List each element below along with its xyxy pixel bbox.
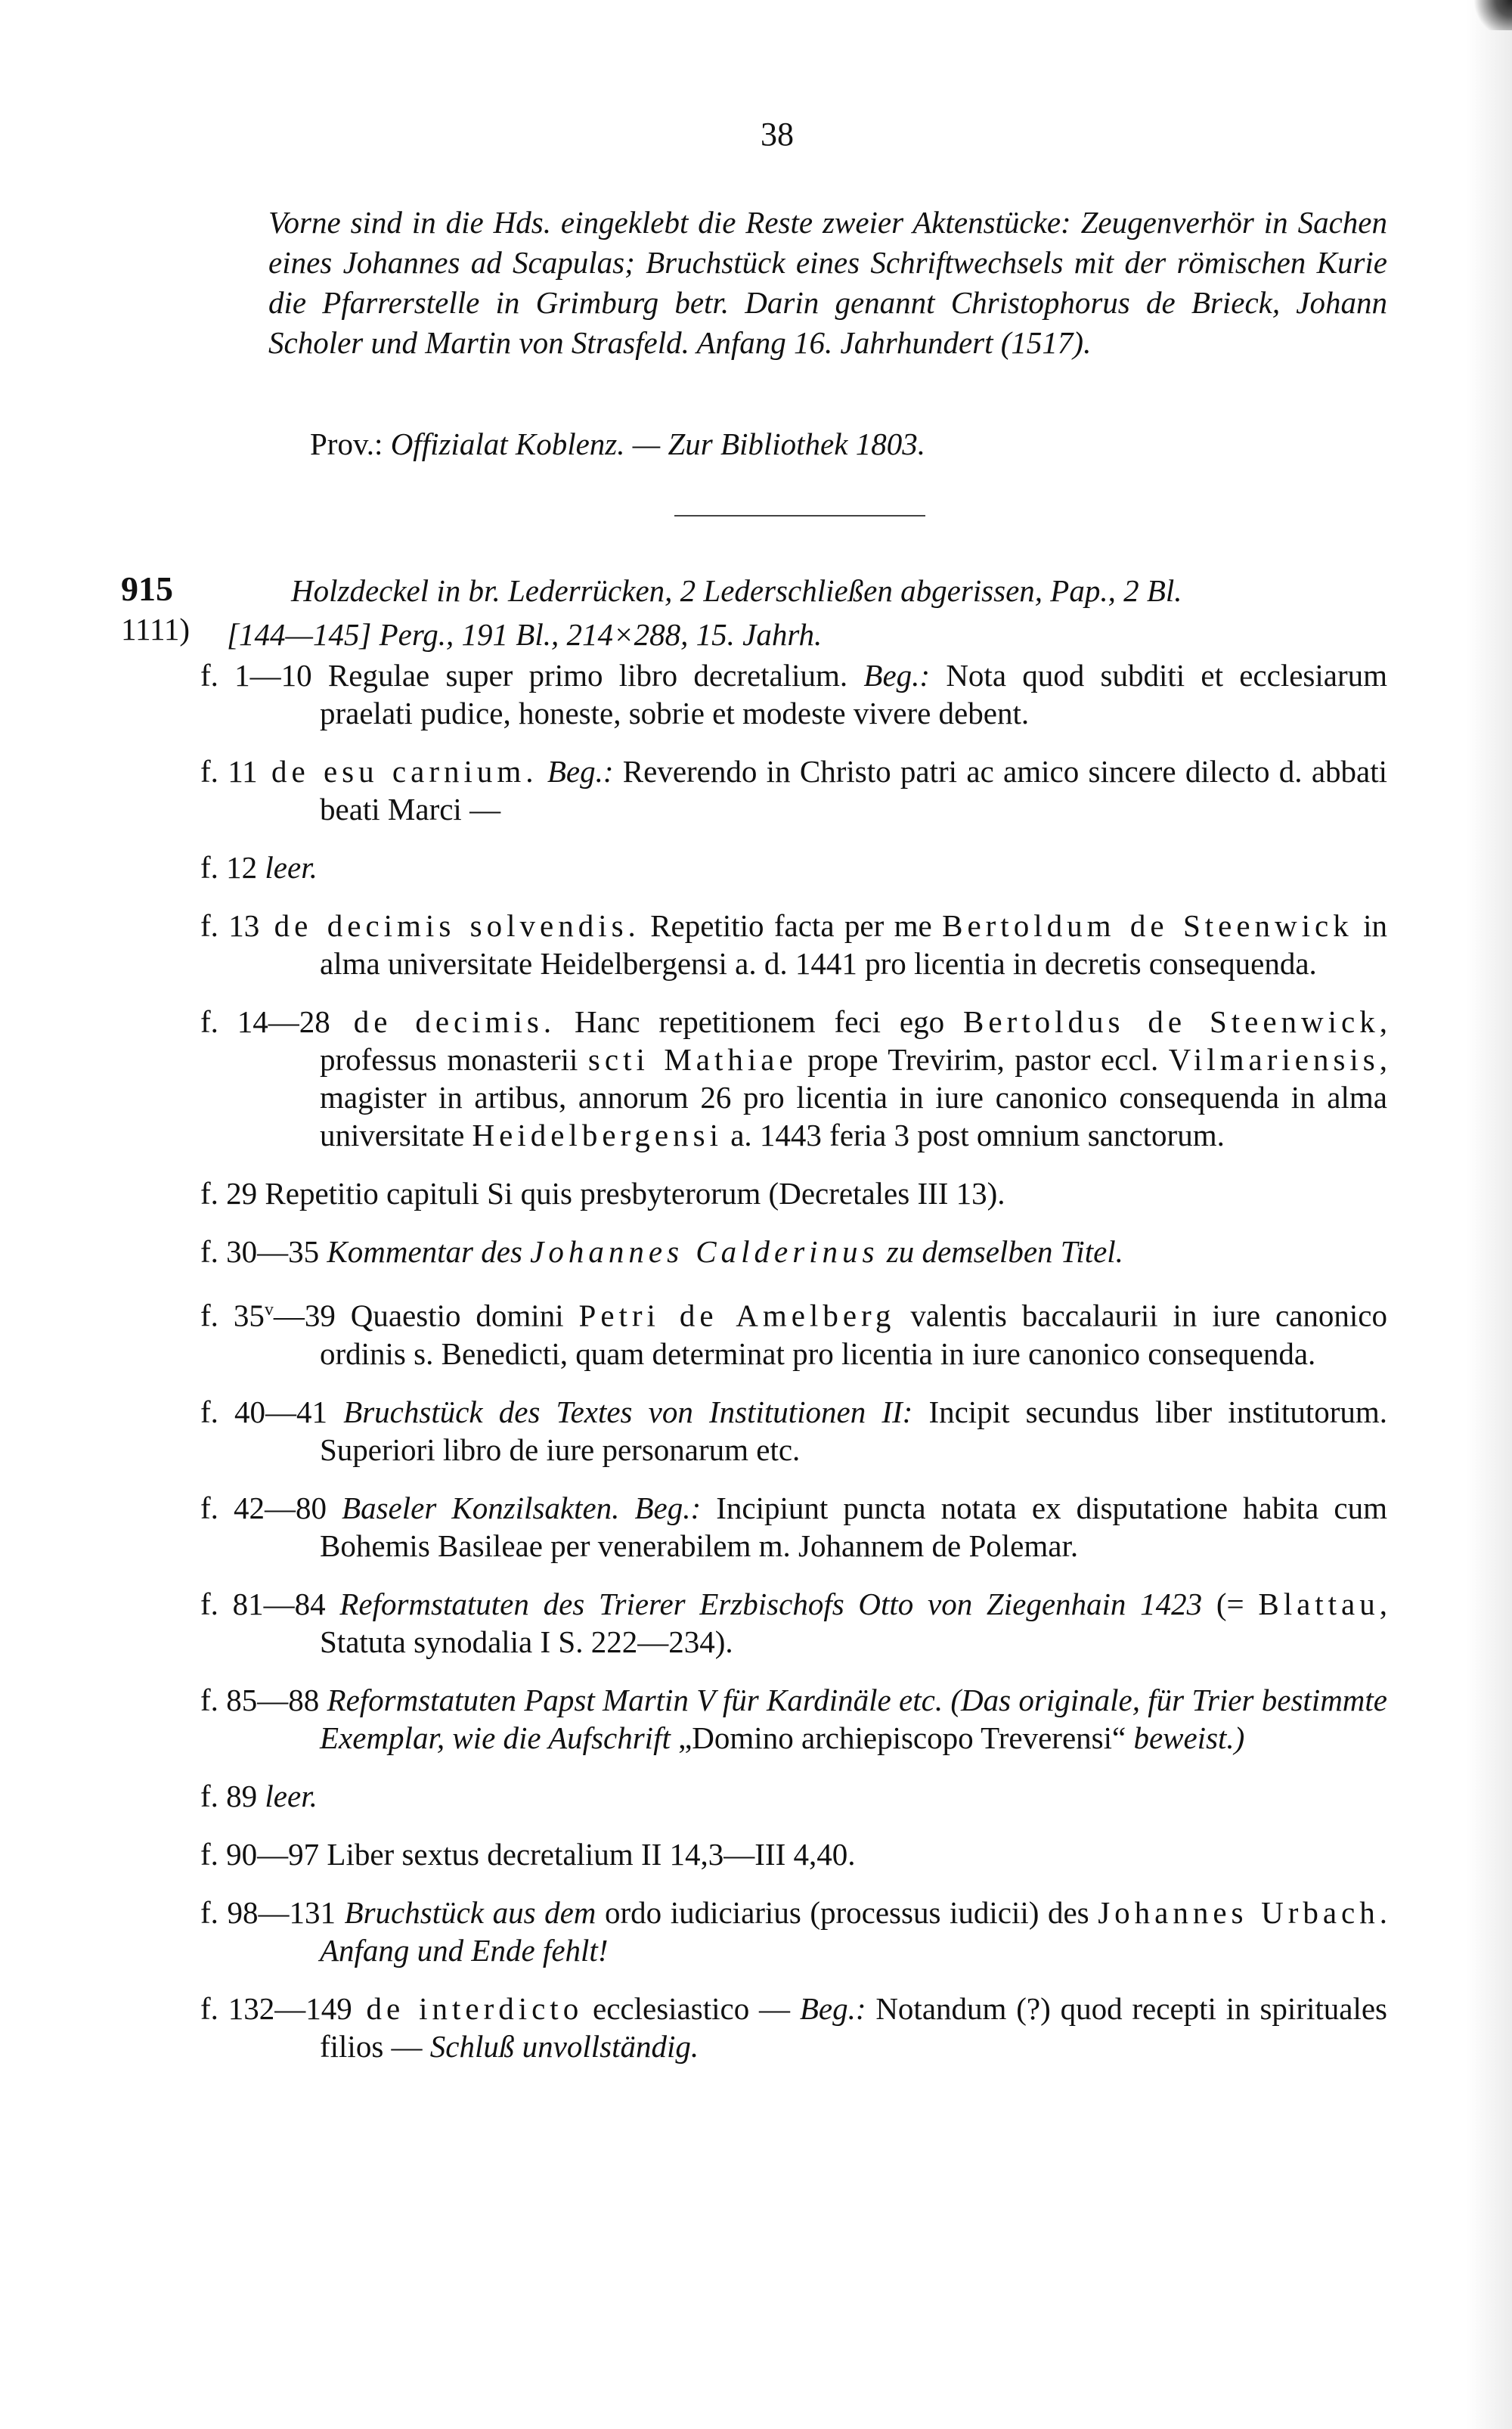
entry-text-segment: Reverendo in Christo patri ac amico sincere dilecto d. abbati beati Marci —	[320, 754, 1387, 827]
entry-text-segment: Notandum (?) quod recepti in spirituales filios —	[320, 1990, 1387, 2064]
entry-text-segment: ecclesiastico —	[583, 1990, 800, 2026]
entry-physical-description	[227, 569, 1387, 656]
entry-text-segment: Kommentar des	[319, 1234, 531, 1269]
entry-text-segment: Beg.:	[863, 658, 931, 693]
entry-text-segment: Bertoldum de Steenwick	[942, 908, 1353, 943]
entry-text-segment: Regulae super primo libro decretalium.	[311, 658, 864, 693]
entry-text-segment: Schluß unvollständig.	[429, 2028, 699, 2064]
contents-list	[200, 656, 1387, 2086]
content-entry	[200, 1990, 1387, 2065]
entry-text-segment: Beg.:	[799, 1990, 866, 2026]
entry-text-segment: Incipiunt puncta notata ex disputatione habita cum Bohemis Basileae per venerabilem m. Johannem de Polemar.	[320, 1490, 1387, 1563]
content-entry	[200, 1233, 1387, 1270]
content-entry	[200, 907, 1387, 982]
folio-range: f. 89	[200, 1778, 258, 1813]
entry-text-segment: Quaestio domini	[335, 1298, 579, 1333]
entry-text-segment: Reformstatuten Papst Martin V für Kardinäle etc. (Das originale, für Trier bestimmte Exemplar, wie die Aufschrift	[319, 1682, 1388, 1755]
entry-text-segment: Baseler Konzilsakten.	[326, 1490, 620, 1525]
folio-range: f. 35	[200, 1298, 265, 1333]
folio-range: f. 85—88	[200, 1682, 320, 1717]
entry-number: 915	[121, 569, 173, 608]
page-edge-shadow	[1467, 0, 1512, 2429]
folio-range: f. 132—149	[200, 1990, 352, 2026]
entry-text-segment: Incipit secundus liber institutorum. Superiori libro de iure personarum etc.	[320, 1394, 1388, 1467]
folio-range: f. 1—10	[200, 658, 312, 693]
content-entry	[200, 1681, 1387, 1757]
entry-text-segment: de interdicto	[352, 1990, 584, 2026]
provenance-text: Offizialat Koblenz. — Zur Bibliothek 1803.	[390, 427, 925, 461]
entry-text-segment: prope Trevirim, pastor eccl.	[797, 1042, 1169, 1077]
entry-text-segment: leer.	[257, 1778, 318, 1813]
entry-text-segment: .	[1379, 1894, 1387, 1930]
entry-text-segment: Bertoldus de Steenwick	[963, 1004, 1380, 1039]
entry-text-segment: leer.	[257, 850, 318, 885]
folio-range: f. 81—84	[200, 1586, 326, 1621]
section-separator	[674, 515, 925, 517]
folio-range: f. 42—80	[200, 1490, 327, 1525]
folio-range: f. 29	[200, 1176, 258, 1211]
entry-text-segment: , professus monasterii	[320, 1004, 1387, 1077]
page-corner-shadow	[1467, 0, 1512, 30]
content-entry	[200, 1174, 1387, 1212]
folio-range: f. 30—35	[200, 1234, 320, 1269]
entry-text-segment: in alma universitate Heidelbergensi a. d. 1441 pro licentia in decretis consequenda.	[320, 908, 1388, 981]
content-entry	[200, 1777, 1387, 1815]
page-number: 38	[761, 116, 794, 153]
entry-text-segment: Repetitio facta per me	[640, 908, 943, 943]
entry-text-segment: valentis baccalaurii in iure canonico ordinis s. Benedicti, quam determinat pro licentia in iure canonico consequenda.	[320, 1298, 1387, 1371]
entry-text-segment: Johannes Calderinus	[530, 1234, 879, 1269]
folio-range: f. 11	[200, 754, 258, 789]
entry-text-segment: ordo iudiciarius (processus iudicii) des	[596, 1894, 1098, 1930]
content-entry	[200, 656, 1387, 732]
entry-text-segment: , magister in artibus, annorum 26 pro licentia in iure canonico consequenda in alma universitate	[320, 1042, 1387, 1152]
entry-text-segment: de esu carnium.	[257, 754, 538, 789]
content-entry	[200, 752, 1387, 828]
folio-range: f. 14—28	[200, 1004, 330, 1039]
entry-text-segment: „Domino archiepiscopo Treverensi“	[670, 1720, 1134, 1755]
entry-text-segment: Vilmariensis	[1168, 1042, 1380, 1077]
entry-text-segment: Bruchstück aus dem	[335, 1894, 596, 1930]
entry-text-segment: zu demselben Titel.	[878, 1234, 1123, 1269]
entry-text-segment: scti Mathiae	[587, 1042, 798, 1077]
provenance-label: Prov.:	[310, 427, 383, 461]
description-line-1: Holzdeckel in br. Lederrücken, 2 Lederschließen abgerissen, Pap., 2 Bl.	[291, 573, 1182, 608]
folio-range: f. 90—97	[200, 1836, 320, 1872]
entry-text-segment: Petri de Amelberg	[578, 1298, 896, 1333]
entry-text-segment: Hanc repetitionem feci ego	[556, 1004, 963, 1039]
description-line-2: [144—145] Perg., 191 Bl., 214×288, 15. Jahrh.	[227, 617, 823, 652]
content-entry	[200, 1291, 1387, 1373]
content-entry	[200, 848, 1387, 886]
entry-text-segment: Blattau	[1258, 1586, 1380, 1621]
content-entry	[200, 1003, 1387, 1154]
folio-range: f. 13	[200, 908, 260, 943]
entry-text-segment: Reformstatuten des Trierer Erzbischofs Otto von Ziegenhain 1423	[325, 1586, 1203, 1621]
content-entry	[200, 1393, 1387, 1469]
provenance-line	[310, 426, 925, 462]
folio-range-rest: —39	[273, 1298, 336, 1333]
folio-range: f. 40—41	[200, 1394, 328, 1429]
entry-text-segment: Johannes Urbach	[1098, 1894, 1380, 1930]
entry-text-segment: Nota quod subditi et ecclesiarum praelati pudice, honeste, sobrie et modeste vivere debent.	[320, 658, 1388, 731]
entry-text-segment: Heidelbergensi	[472, 1118, 723, 1152]
entry-text-segment: Liber sextus decretalium II 14,3—III 4,40.	[319, 1836, 856, 1872]
entry-text-segment: de decimis solvendis.	[259, 908, 640, 943]
entry-text-segment: beweist.)	[1133, 1720, 1245, 1755]
folio-verso-mark: v	[264, 1300, 274, 1320]
entry-text-segment: Repetitio capituli Si quis presbyterorum (Decretales III 13).	[257, 1176, 1005, 1211]
entry-text-segment: a. 1443 feria 3 post omnium sanctorum.	[722, 1118, 1225, 1152]
folio-range: f. 12	[200, 850, 258, 885]
entry-text-segment: Bruchstück des Textes von Institutionen II:	[327, 1394, 913, 1429]
content-entry	[200, 1894, 1387, 1969]
entry-text-segment: (=	[1202, 1586, 1259, 1621]
content-entry	[200, 1489, 1387, 1565]
intro-paragraph: Vorne sind in die Hds. eingeklebt die Reste zweier Aktenstücke: Zeugenverhör in Sachen eines Johannes ad Scapulas; Bruchstück eines Schriftwechsels mit der römischen Kurie die Pfarrerstelle in Grimburg betr. Darin genannt Christophorus de Brieck, Johann Scholer und Martin von Strasfeld. Anfang 16. Jahrhundert (1517).	[268, 205, 1387, 360]
content-entry	[200, 1585, 1387, 1661]
entry-old-number: 1111)	[121, 612, 191, 647]
entry-text-segment: , Statuta synodalia I S. 222—234).	[320, 1586, 1388, 1659]
entry-text-segment: Beg.:	[619, 1490, 702, 1525]
entry-text-segment: de decimis.	[330, 1004, 556, 1039]
folio-range: f. 98—131	[200, 1894, 336, 1930]
entry-text-segment: Anfang und Ende fehlt!	[320, 1932, 609, 1968]
entry-text-segment: Beg.:	[538, 754, 614, 789]
content-entry	[200, 1835, 1387, 1873]
